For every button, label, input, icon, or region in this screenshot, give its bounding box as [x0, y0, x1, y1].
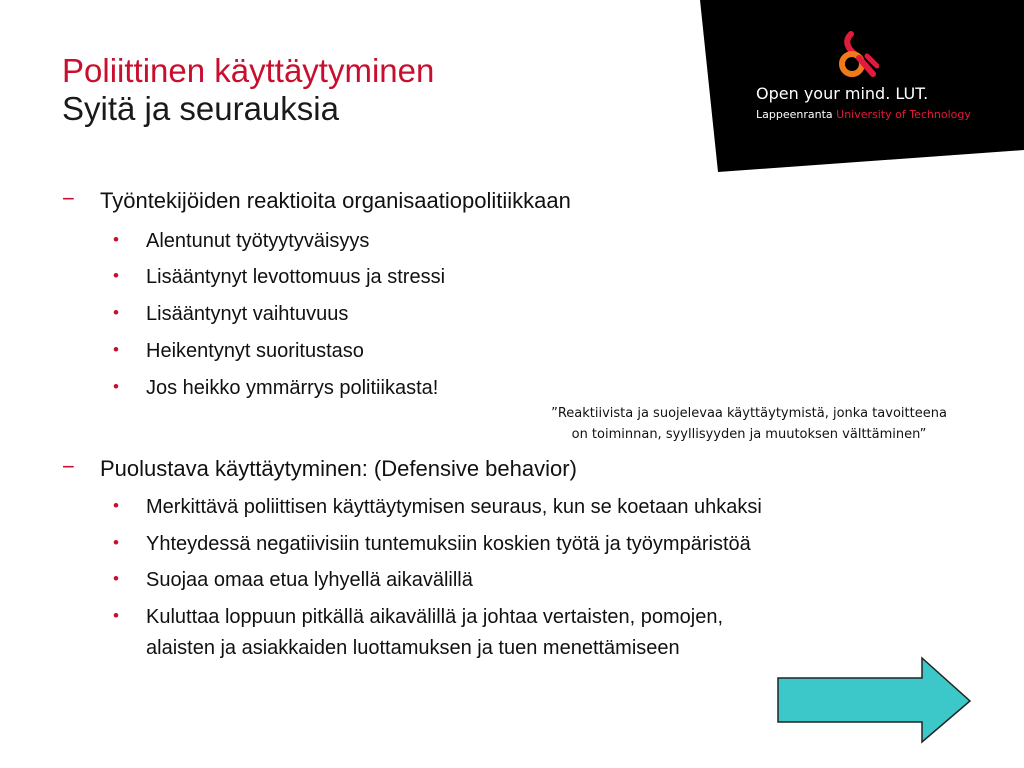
- bullet-icon: •: [113, 230, 119, 249]
- list-item: • Alentunut työtyytyväisyys: [113, 230, 370, 252]
- dash-icon: −: [62, 454, 75, 479]
- quote-line-1: ”Reaktiivista ja suojelevaa käyttäytymistä, jonka tavoitteena: [551, 406, 947, 421]
- quote-line-2: on toiminnan, syyllisyyden ja muutoksen välttäminen”: [571, 427, 927, 442]
- section-heading: − Työntekijöiden reaktioita organisaatiopolitiikkaan: [62, 186, 571, 213]
- bullet-icon: •: [113, 266, 119, 285]
- list-item: • Lisääntynyt vaihtuvuus: [113, 303, 349, 325]
- arrow-right-icon[interactable]: [776, 656, 976, 746]
- slide-title: [62, 52, 434, 128]
- list-item: • Jos heikko ymmärrys politiikasta!: [113, 377, 439, 399]
- brand-subtitle: [756, 108, 971, 121]
- brand-panel: [690, 0, 1024, 175]
- bullet-icon: •: [113, 569, 119, 588]
- bullet-icon: •: [113, 533, 119, 552]
- bullet-icon: •: [113, 340, 119, 359]
- brand-university: University of Technology: [836, 108, 971, 121]
- list-item: • Suojaa omaa etua lyhyellä aikavälillä: [113, 569, 473, 591]
- ampersand-logo-icon: [837, 28, 879, 80]
- brand-city: Lappeenranta: [756, 108, 833, 121]
- bullet-icon: •: [113, 496, 119, 515]
- list-item: • Yhteydessä negatiivisiin tuntemuksiin koskien työtä ja työympäristöä: [113, 533, 751, 555]
- brand-tagline: Open your mind. LUT.: [756, 84, 929, 103]
- title-line-2: Syitä ja seurauksia: [62, 90, 339, 127]
- section-heading: − Puolustava käyttäytyminen: (Defensive behavior): [62, 454, 577, 481]
- bullet-icon: •: [113, 377, 119, 396]
- title-line-1: Poliittinen käyttäytyminen: [62, 52, 435, 89]
- list-item: • Kuluttaa loppuun pitkällä aikavälillä ja johtaa vertaisten, pomojen,: [113, 606, 724, 628]
- list-item: • Heikentynyt suoritustaso: [113, 340, 364, 362]
- bullet-icon: •: [113, 606, 119, 625]
- list-item: • Merkittävä poliittisen käyttäytymisen seuraus, kun se koetaan uhkaksi: [113, 496, 762, 518]
- bullet-icon: •: [113, 303, 119, 322]
- list-item-continuation: alaisten ja asiakkaiden luottamuksen ja tuen menettämiseen: [146, 637, 680, 659]
- quote-callout: [504, 403, 994, 445]
- dash-icon: −: [62, 186, 75, 211]
- list-item: • Lisääntynyt levottomuus ja stressi: [113, 266, 446, 288]
